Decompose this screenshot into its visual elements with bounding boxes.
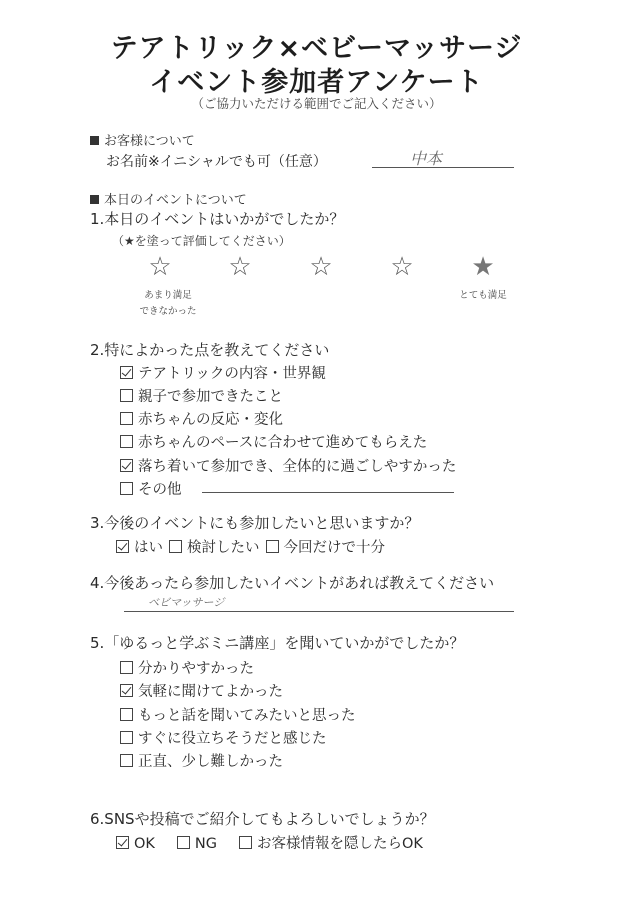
title-line-1: テアトリック×ベビーマッサージ bbox=[110, 33, 523, 64]
rating-star-1-icon[interactable]: ☆ bbox=[148, 252, 172, 282]
q1-question: 1.本日のイベントはいかがでしたか？ bbox=[90, 210, 345, 228]
q6-option-1[interactable] bbox=[116, 836, 155, 852]
q3-option-2[interactable] bbox=[169, 540, 260, 556]
checkbox-icon[interactable] bbox=[120, 708, 133, 721]
checkbox-icon[interactable] bbox=[120, 412, 133, 425]
q2-option-3[interactable] bbox=[120, 412, 283, 428]
rating-star-5-icon[interactable]: ★ bbox=[471, 252, 495, 282]
checked-checkbox-icon[interactable] bbox=[120, 366, 133, 379]
q2-option-label: その他 bbox=[138, 482, 182, 498]
checkbox-icon[interactable] bbox=[266, 540, 279, 553]
q6-option-2[interactable] bbox=[177, 836, 217, 852]
q3-option-1[interactable] bbox=[116, 540, 163, 556]
checkbox-icon[interactable] bbox=[120, 754, 133, 767]
q5-option-2[interactable] bbox=[120, 684, 283, 700]
checkbox-icon[interactable] bbox=[120, 482, 133, 495]
q2-option-label: テアトリックの内容・世界観 bbox=[138, 366, 326, 382]
q2-option-2[interactable] bbox=[120, 389, 283, 405]
q3-option-3[interactable] bbox=[266, 540, 386, 556]
checked-checkbox-icon[interactable] bbox=[120, 459, 133, 472]
q3-question: 3.今後のイベントにも参加したいと思いますか？ bbox=[90, 514, 420, 532]
q2-option-label: 親子で参加できたこと bbox=[138, 389, 283, 405]
q5-option-5[interactable] bbox=[120, 754, 283, 770]
q2-option-4[interactable] bbox=[120, 435, 427, 451]
q6-option-label: OK bbox=[134, 836, 155, 852]
checkbox-icon[interactable] bbox=[120, 435, 133, 448]
q6-option-label: お客様情報を隠したらOK bbox=[257, 836, 423, 852]
q2-option-label: 赤ちゃんの反応・変化 bbox=[138, 412, 283, 428]
checked-checkbox-icon[interactable] bbox=[116, 836, 129, 849]
q3-option-label: はい bbox=[134, 540, 163, 556]
q6-option-label: NG bbox=[194, 836, 218, 852]
q3-option-label: 検討したい bbox=[187, 540, 260, 556]
q1-low-label: あまり満足 できなかった bbox=[139, 290, 197, 317]
q2-option-label: 落ち着いて参加でき、全体的に過ごしやすかった bbox=[138, 459, 457, 475]
checked-checkbox-icon[interactable] bbox=[116, 540, 129, 553]
name-field-line[interactable] bbox=[372, 167, 514, 168]
q5-option-3[interactable] bbox=[120, 708, 356, 724]
q6-option-3[interactable] bbox=[239, 836, 423, 852]
q5-option-4[interactable] bbox=[120, 731, 327, 747]
checkbox-icon[interactable] bbox=[120, 731, 133, 744]
q5-option-1[interactable] bbox=[120, 661, 254, 677]
q2-option-label: 赤ちゃんのペースに合わせて進めてもらえた bbox=[138, 435, 428, 451]
q1-note: （★を塗って評価してください） bbox=[112, 234, 291, 248]
q4-answer-line[interactable] bbox=[124, 611, 514, 612]
q5-question: 5.「ゆるっと学ぶミニ講座」を聞いていかがでしたか？ bbox=[90, 634, 465, 652]
checked-checkbox-icon[interactable] bbox=[120, 684, 133, 697]
q2-question: 2.特によかった点を教えてください bbox=[90, 341, 330, 359]
q5-option-label: 分かりやすかった bbox=[138, 661, 254, 677]
q4-question: 4.今後あったら参加したいイベントがあれば教えてください bbox=[90, 574, 495, 592]
q3-options bbox=[116, 536, 385, 557]
checkbox-icon[interactable] bbox=[169, 540, 182, 553]
checkbox-icon[interactable] bbox=[120, 661, 133, 674]
q5-option-label: 気軽に聞けてよかった bbox=[138, 684, 283, 700]
q5-option-label: すぐに役立ちそうだと感じた bbox=[138, 731, 327, 747]
bullet-square-icon bbox=[90, 195, 99, 204]
q2-option-1[interactable] bbox=[120, 366, 326, 382]
checkbox-icon[interactable] bbox=[239, 836, 252, 849]
q6-question: 6.SNSや投稿でご紹介してもよろしいでしょうか？ bbox=[90, 810, 435, 828]
q2-option-5[interactable] bbox=[120, 459, 456, 475]
q3-option-label: 今回だけで十分 bbox=[283, 540, 385, 556]
q6-options bbox=[116, 832, 423, 853]
q5-option-label: 正直、少し難しかった bbox=[138, 754, 283, 770]
q4-answer[interactable]: ベビマッサージ bbox=[148, 596, 225, 609]
rating-star-3-icon[interactable]: ☆ bbox=[309, 252, 333, 282]
customer-section-heading: お客様について bbox=[90, 130, 195, 149]
rating-star-4-icon[interactable]: ☆ bbox=[390, 252, 414, 282]
q1-high-label: とても満足 bbox=[459, 290, 507, 301]
subtitle: （ご協力いただける範囲でご記入ください） bbox=[191, 96, 442, 111]
checkbox-icon[interactable] bbox=[177, 836, 190, 849]
checkbox-icon[interactable] bbox=[120, 389, 133, 402]
q2-other-field-line[interactable] bbox=[202, 492, 454, 493]
bullet-square-icon bbox=[90, 136, 99, 145]
name-value[interactable]: 中本 bbox=[410, 149, 443, 168]
rating-star-2-icon[interactable]: ☆ bbox=[228, 252, 252, 282]
q5-option-label: もっと話を聞いてみたいと思った bbox=[138, 708, 356, 724]
name-label: お名前※イニシャルでも可（任意） bbox=[106, 154, 327, 170]
title-line-2: イベント参加者アンケート bbox=[149, 67, 484, 98]
event-section-heading: 本日のイベントについて bbox=[90, 189, 247, 208]
q2-option-6[interactable] bbox=[120, 482, 182, 498]
